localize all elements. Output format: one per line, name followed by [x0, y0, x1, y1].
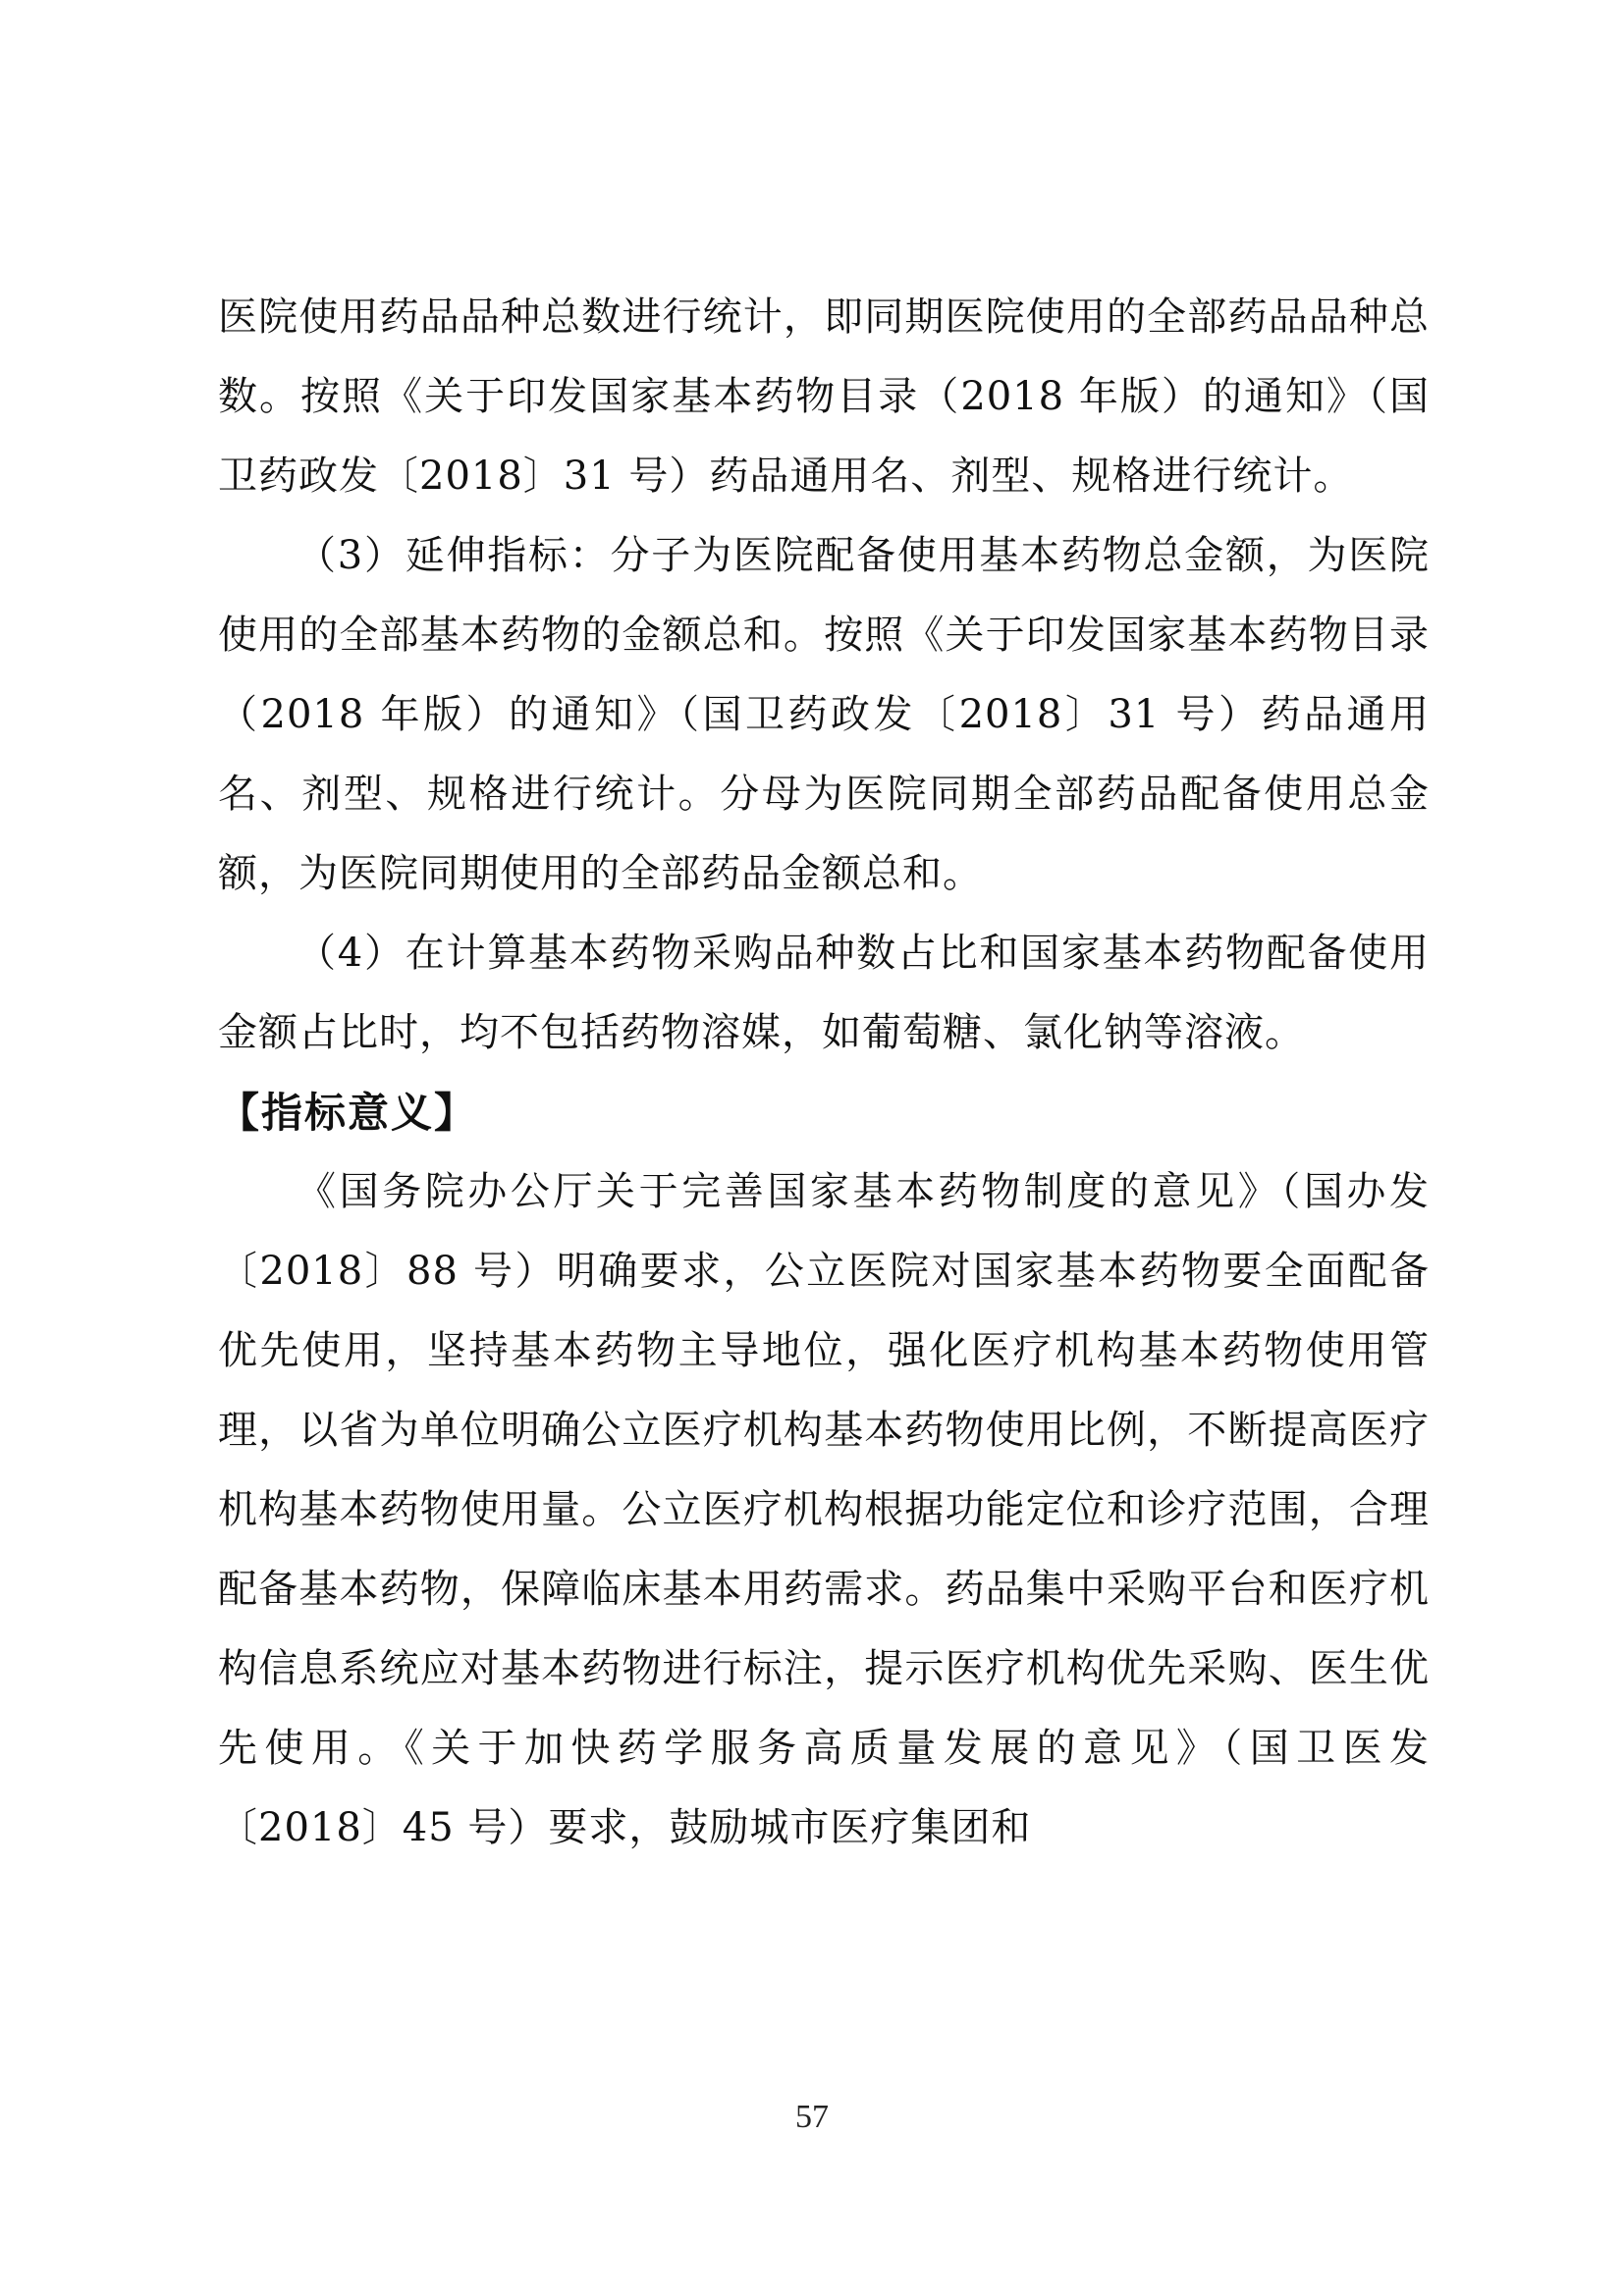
continued-paragraph: 医院使用药品品种总数进行统计，即同期医院使用的全部药品品种总数。按照《关于印发国家基本药物目录（2018 年版）的通知》（国卫药政发〔2018〕31 号）药品通用名、剂型、规格进行统计。 [218, 294, 1430, 499]
significance-paragraph: 《国务院办公厅关于完善国家基本药物制度的意见》（国办发〔2018〕88 号）明确要求，公立医院对国家基本药物要全面配备优先使用，坚持基本药物主导地位，强化医疗机构基本药物使用管理，以省为单位明确公立医疗机构基本药物使用比例，不断提高医疗机构基本药物使用量。公立医疗机构根据功能定位和诊疗范围，合理配备基本药物，保障临床基本用药需求。药品集中采购平台和医疗机构信息系统应对基本药物进行标注，提示医疗机构优先采购、医生优先使用。《关于加快药学服务高质量发展的意见》（国卫医发〔2018〕45 号）要求，鼓励城市医疗集团和 [218, 1169, 1430, 1850]
exclusion-note-paragraph: （4）在计算基本药物采购品种数占比和国家基本药物配备使用金额占比时，均不包括药物溶媒，如葡萄糖、氯化钠等溶液。 [218, 931, 1430, 1055]
extension-indicator-paragraph: （3）延伸指标：分子为医院配备使用基本药物总金额，为医院使用的全部基本药物的金额总和。按照《关于印发国家基本药物目录（2018 年版）的通知》（国卫药政发〔2018〕31 号）药品通用名、剂型、规格进行统计。分母为医院同期全部药品配备使用总金额，为医院同期使用的全部药品金额总和。 [218, 533, 1430, 896]
page-number: 57 [795, 2099, 829, 2135]
section-heading: 【指标意义】 [218, 1089, 478, 1137]
page-body [218, 278, 1430, 1868]
